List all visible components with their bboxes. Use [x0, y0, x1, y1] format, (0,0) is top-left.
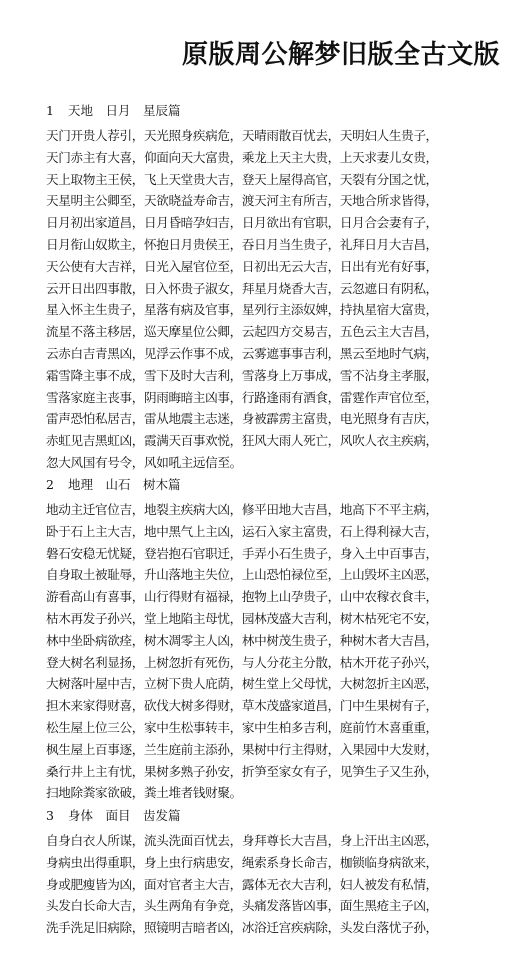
text-line: 游看高山有喜事，山行得财有福禄，抱物上山孕贵子，山中农稼衣食丰， — [46, 589, 438, 605]
section-heading — [46, 805, 496, 827]
text-line: 雷声恐怕私居吉，雷从地震主志迷，身被霹雳主富贵，电光照身有吉庆， — [46, 411, 438, 427]
text-line: 忽大风国有号令，风如吼主远信至。 — [46, 454, 242, 470]
text-line: 洗手洗足旧病除，照镜明吉暗者凶，冰浴迁宫疾病除，头发白落忧子孙， — [46, 920, 438, 936]
text-line: 头发白长命大吉，头生两角有争竞，头痛发落皆凶事，面生黑疮主子凶， — [46, 898, 438, 914]
section-3 — [46, 805, 496, 939]
text-line: 卧于石上主大吉，地中黑气上主凶，运石入家主富贵，石上得利禄大吉， — [46, 523, 438, 539]
section-number: 1 — [46, 103, 54, 118]
text-line: 松生屋上位三公，家中生松事转丰，家中生柏多吉利，庭前竹木喜重重， — [46, 719, 438, 735]
section-heading — [46, 100, 496, 122]
section-heading-text: 地理 山石 树木篇 — [68, 477, 181, 492]
text-line: 霜雪降主事不成，雪下及时大吉利，雪落身上万事成，雪不沾身主孝服， — [46, 367, 438, 383]
text-line: 天星明主公卿至，天欲晓益寿命吉，渡天河主有所吉，天地合所求皆得， — [46, 193, 438, 209]
text-line: 登大树名利显扬，上树忽折有死伤，与人分花主分散，枯木开花子孙兴， — [46, 654, 438, 670]
text-line: 自身取土被耻辱，升山落地主失位，上山恐怕禄位至，上山毁坏主凶恶， — [46, 567, 438, 583]
section-number: 2 — [46, 477, 54, 492]
section-1 — [46, 100, 496, 474]
text-line: 云开日出四事散，日入怀贵子淑女，拜星月烧香大吉，云忽遮日有阴私， — [46, 280, 438, 296]
text-line: 日月衔山奴欺主，怀抱日月贵侯王，吞日月当生贵子，礼拜日月大吉昌， — [46, 236, 438, 252]
text-line: 日月初出家道昌，日月昏暗孕妇吉，日月欲出有官职，日月合会妻有子， — [46, 215, 438, 231]
section-number: 3 — [46, 808, 54, 823]
text-line: 雪落家庭主丧事，阴雨晦暗主凶事，行路逢雨有酒食，雷霆作声官位至， — [46, 389, 438, 405]
text-line: 枯木再发子孙兴，堂上地陷主母忧，园林茂盛大吉利，树木枯死宅不安， — [46, 610, 438, 626]
text-line: 磐石安稳无忧疑，登岩抱石官职迁，手弄小石生贵子，身入土中百事吉， — [46, 545, 438, 561]
text-line: 桑行井上主有忧，果树多熟子孙安，折笋至家女有子，见笋生子又生孙， — [46, 763, 438, 779]
text-line: 大树落叶屋中吉，立树下贵人庇荫，树生堂上父母忧，大树忽折主凶恶， — [46, 676, 438, 692]
text-line: 流星不落主移居，巡天摩星位公卿，云起四方交易吉，五色云主大吉昌， — [46, 324, 438, 340]
text-line: 身或肥瘦皆为凶，面对官者主大吉，露体无衣大吉利，妇人被发有私情， — [46, 876, 438, 892]
text-line: 自身白衣人所谋，流头洗面百忧去，身拜尊长大吉昌，身上汗出主凶恶， — [46, 833, 438, 848]
text-line: 赤虹见吉黑虹凶，霞满天百事欢悦，狂风大雨人死亡，风吹人衣主疾病， — [46, 433, 438, 449]
text-line: 天上取物主王侯，飞上天堂贵大吉，登天上屋得高官，天裂有分国之忧， — [46, 171, 438, 187]
text-line: 地动主迁官位吉，地裂主疾病大凶，修平田地大吉昌，地高下不平主病， — [46, 502, 438, 517]
text-line: 天门开贵人荐引，天光照身疾病危，天晴雨散百忧去，天明妇人生贵子， — [46, 128, 438, 143]
section-heading-text: 天地 日月 星辰篇 — [68, 103, 181, 118]
text-line: 扫地除粪家欲破，粪土堆者钱财聚。 — [46, 785, 242, 801]
text-line: 枫生屋上百事逐，兰生庭前主添孙，果树中行主得财，入果园中大发财， — [46, 741, 438, 757]
document-title: 原版周公解梦旧版全古文版 — [181, 40, 500, 70]
text-line: 天公使有大吉祥，日光入屋官位至，日初出无云大吉，日出有光有好事， — [46, 258, 438, 274]
text-line: 林中坐卧病欲痊，树木凋零主人凶，林中树茂生贵子，种树木者大吉昌， — [46, 632, 438, 648]
text-line: 云赤白吉青黑凶，见浮云作事不成，云雾遮事事吉利，黑云至地时气病， — [46, 345, 438, 361]
text-line: 担木来家得财喜，砍伐大树多得财，草木茂盛家道昌，门中生果树有子， — [46, 698, 438, 714]
text-line: 星入怀主生贵子，星落有病及官事，星列行主添奴婢，持执星宿大富贵， — [46, 302, 438, 318]
text-line: 天门赤主有大喜，仰面向天大富贵，乘龙上天主大贵，上天求妻儿女贵， — [46, 149, 438, 165]
section-heading — [46, 474, 496, 496]
section-2 — [46, 474, 496, 804]
section-heading-text: 身体 面目 齿发篇 — [68, 808, 181, 823]
text-line: 身病虫出得重职，身上虫行病患安，绳索系身长命吉，枷锁临身病欲来， — [46, 854, 438, 870]
